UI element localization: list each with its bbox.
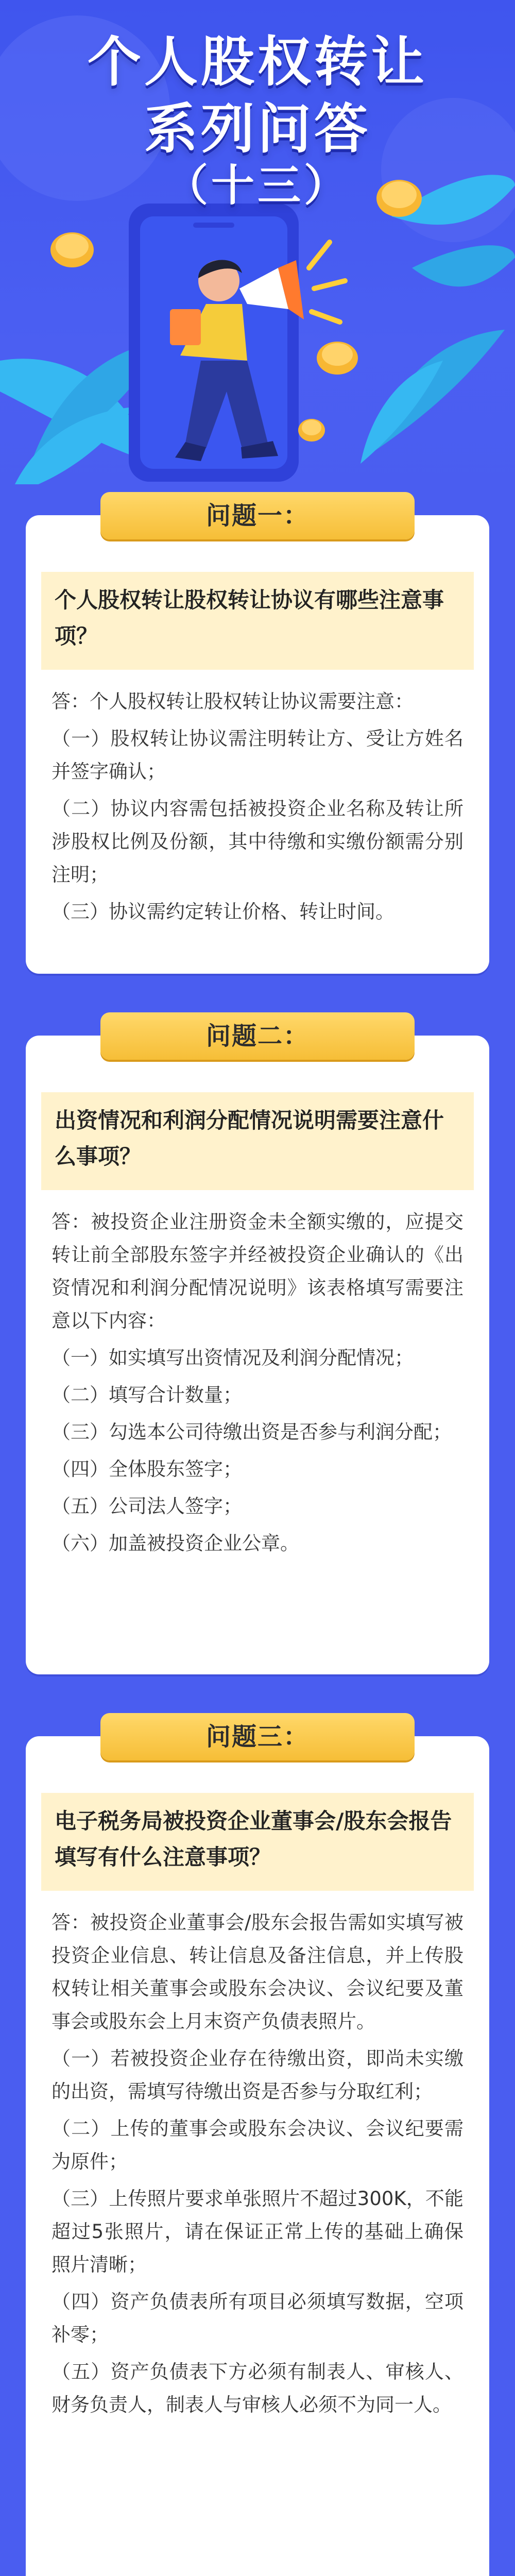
question-text-2: 出资情况和利润分配情况说明需要注意什么事项？ xyxy=(41,1092,474,1190)
answer-paragraph: （五）资产负债表下方必须有制表人、审核人、财务负责人，制表人与审核人必须不为同一人。 xyxy=(52,2361,464,2416)
answer-paragraph: （一）若被投资企业存在待缴出资，即尚未实缴的出资，需填写待缴出资是否参与分取红利； xyxy=(52,2047,464,2103)
answer-paragraph: （四）资产负债表所有项目必须填写数据，空项补零； xyxy=(52,2291,464,2346)
answer-block-1 xyxy=(52,685,464,933)
answer-paragraph: （五）公司法人签字； xyxy=(52,1495,242,1517)
question-badge-3: 问题三： xyxy=(100,1713,415,1760)
answer-paragraph: （四）全体股东签字； xyxy=(52,1458,242,1480)
question-card-2 xyxy=(26,1036,489,1674)
page-title: 个人股权转让 xyxy=(87,30,427,93)
answer-paragraph: （一）股权转让协议需注明转让方、受让方姓名并签字确认； xyxy=(52,727,464,783)
hero-banner xyxy=(0,0,515,495)
question-badge-1: 问题一： xyxy=(100,492,415,539)
answer-paragraph: （三）勾选本公司待缴出资是否参与利润分配； xyxy=(52,1421,452,1443)
answer-paragraph: （一）如实填写出资情况及利润分配情况； xyxy=(52,1347,414,1369)
page-title-series-number: （十三） xyxy=(164,160,350,211)
question-badge-2: 问题二： xyxy=(100,1012,415,1060)
answer-paragraph: 答：个人股权转让股权转让协议需要注意： xyxy=(52,690,414,713)
answer-paragraph: 答：被投资企业注册资金未全额实缴的，应提交转让前全部股东签字并经被投资企业确认的《出资情况和利润分配情况说明》该表格填写需要注意以下内容： xyxy=(52,1211,464,1332)
answer-paragraph: （三）协议需约定转让价格、转让时间。 xyxy=(52,901,394,923)
answer-paragraph: （二）上传的董事会或股东会决议、会议纪要需为原件； xyxy=(52,2117,464,2173)
answer-paragraph: （六）加盖被投资企业公章。 xyxy=(52,1532,299,1554)
question-text-1: 个人股权转让股权转让协议有哪些注意事项？ xyxy=(41,572,474,670)
answer-paragraph: （三）上传照片要求单张照片不超过300K，不能超过5张照片，请在保证正常上传的基础上确保照片清晰； xyxy=(52,2188,464,2276)
answer-paragraph: （二）填写合计数量； xyxy=(52,1384,242,1406)
question-card-3 xyxy=(26,1736,489,2576)
answer-block-2 xyxy=(52,1206,464,1564)
answer-paragraph: （二）协议内容需包括被投资企业名称及转让所涉股权比例及份额，其中待缴和实缴份额需分别注明； xyxy=(52,798,464,886)
page-title-second-line: 系列问答 xyxy=(144,97,371,160)
question-card-1 xyxy=(26,515,489,974)
sound-lines-icon xyxy=(309,242,345,322)
answer-block-3 xyxy=(52,1906,464,2426)
question-text-3: 电子税务局被投资企业董事会/股东会报告填写有什么注意事项？ xyxy=(41,1793,474,1891)
answer-paragraph: 答：被投资企业董事会/股东会报告需如实填写被投资企业信息、转让信息及备注信息，并上传股权转让相关董事会或股东会决议、会议纪要及董事会或股东会上月末资产负债表照片。 xyxy=(52,1911,464,2032)
